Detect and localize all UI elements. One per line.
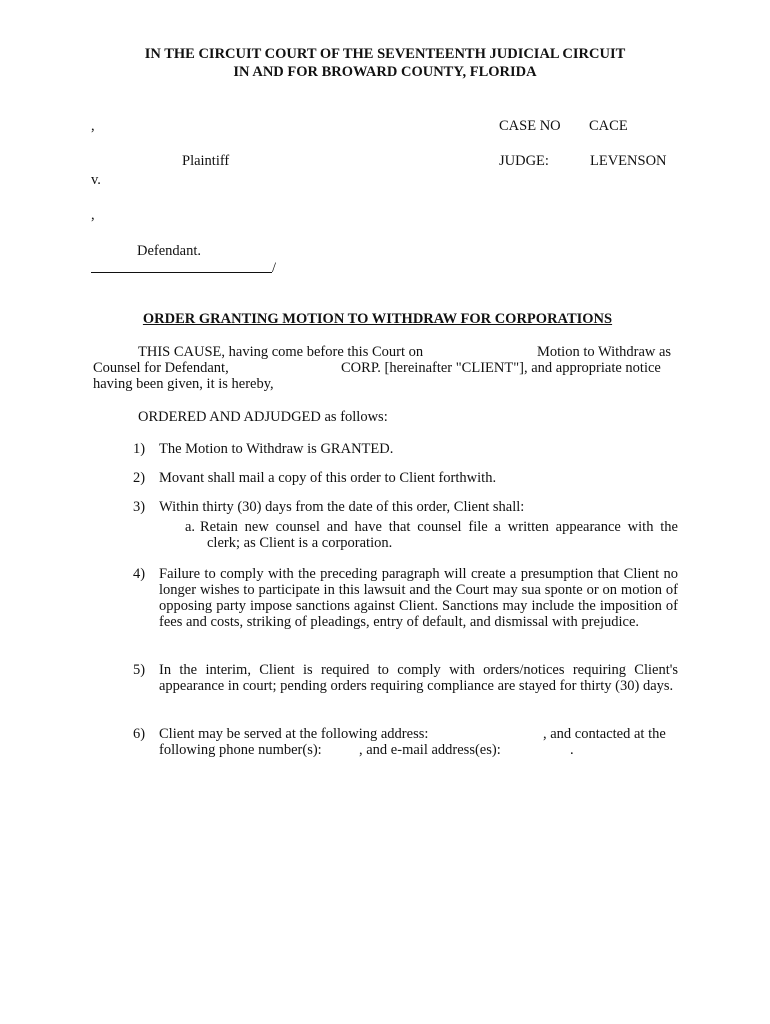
item-number: 2) — [133, 470, 146, 486]
court-name: IN THE CIRCUIT COURT OF THE SEVENTEENTH JUDICIAL CIRCUIT — [144, 46, 626, 62]
item-number: 1) — [133, 441, 146, 457]
court-county: IN AND FOR BROWARD COUNTY, FLORIDA — [233, 64, 537, 80]
ordered-adjudged: ORDERED AND ADJUDGED as follows: — [138, 409, 388, 425]
judge-label: JUDGE: — [499, 153, 549, 169]
sub-item-text-line2: clerk; as Client is a corporation. — [207, 535, 393, 551]
defendant-label: Defendant. — [137, 243, 202, 259]
item6-line2b: , and e-mail address(es): — [359, 742, 501, 758]
item6-line1a: Client may be served at the following address: — [159, 726, 429, 742]
sub-item-text-line1: Retain new counsel and have that counsel file a written appearance with the — [200, 519, 678, 535]
item-number: 4) — [133, 566, 146, 582]
item-number: 6) — [133, 726, 146, 742]
intro-line-2b: CORP. [hereinafter "CLIENT"], and appropriate notice — [341, 360, 661, 376]
case-no-value: CACE — [589, 118, 628, 134]
plaintiff-label: Plaintiff — [182, 153, 230, 169]
item-text: Movant shall mail a copy of this order to Client forthwith. — [159, 470, 497, 486]
caption-slash: / — [272, 260, 277, 276]
item6-line2c: . — [570, 742, 574, 758]
sub-item-label: a. — [185, 519, 196, 535]
plaintiff-name-comma: , — [91, 118, 95, 134]
intro-line-2a: Counsel for Defendant, — [93, 360, 229, 376]
intro-line-1b: Motion to Withdraw as — [537, 344, 672, 360]
judge-value: LEVENSON — [590, 153, 667, 169]
defendant-name-comma: , — [91, 207, 95, 223]
caption-underline — [91, 272, 272, 273]
item-text: In the interim, Client is required to comply with orders/notices requiring Client's appearance in court; pending orders requiring compliance are stayed for thirty (30) days. — [159, 662, 678, 694]
order-title: ORDER GRANTING MOTION TO WITHDRAW FOR CORPORATIONS — [142, 311, 613, 327]
item-number: 3) — [133, 499, 146, 515]
item-text: Failure to comply with the preceding paragraph will create a presumption that Client no longer wishes to participate in this lawsuit and the Court may sua sponte or on motion of opposing party impose sanctions against Client. Sanctions may include the imposition of fees and costs, striking of pleadings, entry of default, and dismissal with prejudice. — [159, 566, 678, 630]
item-text: Within thirty (30) days from the date of this order, Client shall: — [159, 499, 525, 515]
item-text: The Motion to Withdraw is GRANTED. — [159, 441, 394, 457]
versus-label: v. — [91, 172, 101, 188]
item6-line1b: , and contacted at the — [543, 726, 666, 742]
item6-line2a: following phone number(s): — [159, 742, 322, 758]
case-no-label: CASE NO — [499, 118, 561, 134]
intro-line-3: having been given, it is hereby, — [93, 376, 274, 392]
item-number: 5) — [133, 662, 146, 678]
intro-line-1a: THIS CAUSE, having come before this Court on — [138, 344, 424, 360]
